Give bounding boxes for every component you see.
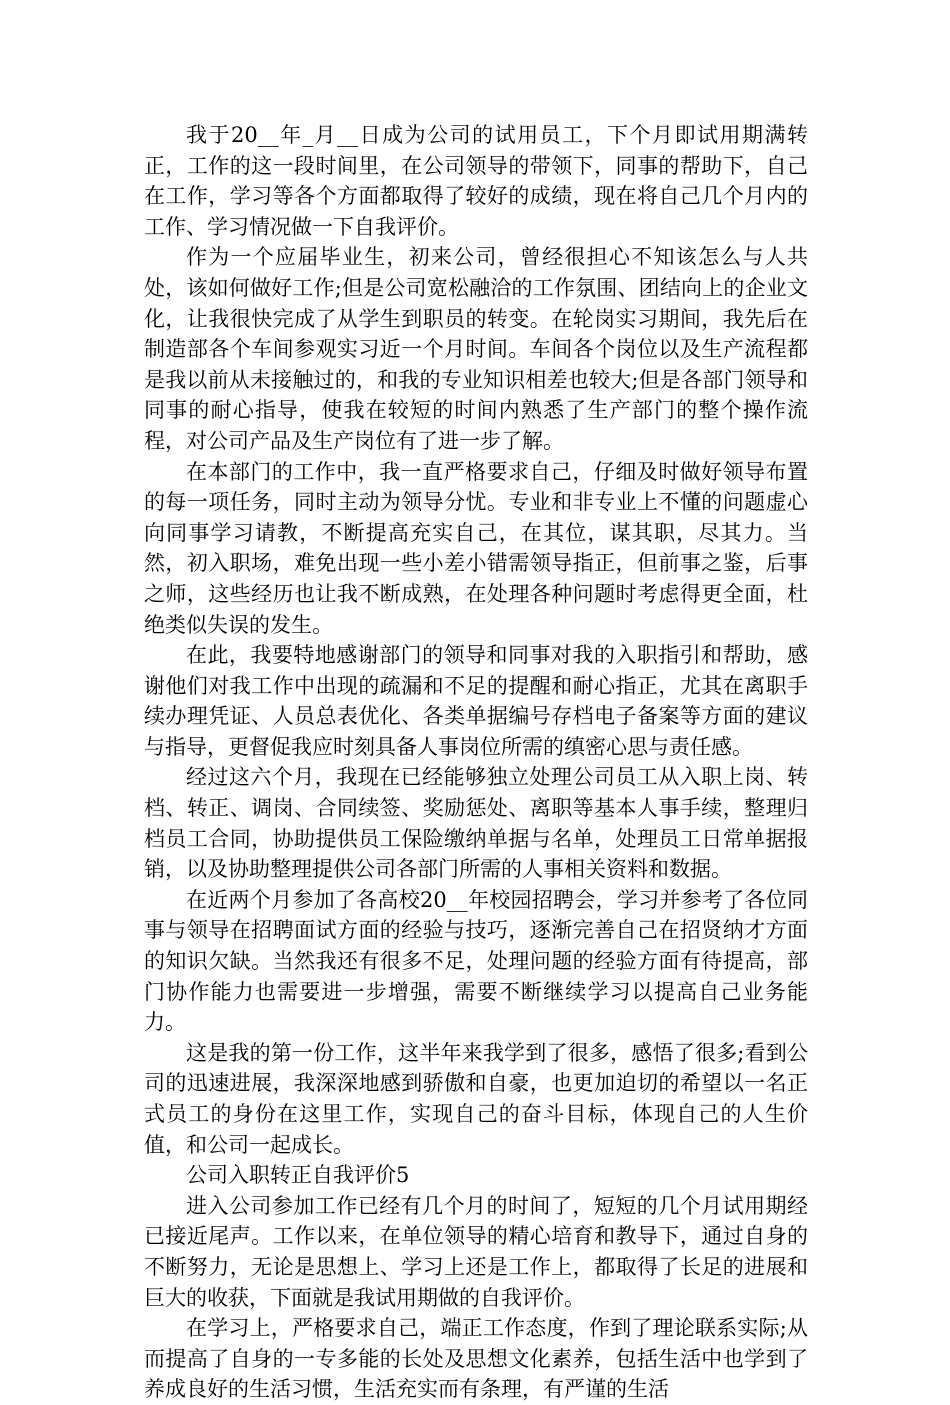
document-page: [144, 120, 808, 1405]
paragraph: 在近两个月参加了各高校20__年校园招聘会，学习并参考了各位同事与领导在招聘面试方面的经验与技巧，逐渐完善自己在招贤纳才方面的知识欠缺。当然我还有很多不足，处理问题的经验方面有待提高，部门协作能力也需要进一步增强，需要不断继续学习以提高自己业务能力。: [144, 887, 808, 1035]
paragraph: 进入公司参加工作已经有几个月的时间了，短短的几个月试用期经已接近尾声。工作以来，在单位领导的精心培育和教导下，通过自身的不断努力，无论是思想上、学习上还是工作上，都取得了长足的进展和巨大的收获，下面就是我试用期做的自我评价。: [144, 1193, 808, 1310]
paragraph: 在学习上，严格要求自己，端正工作态度，作到了理论联系实际;从而提高了自身的一专多能的长处及思想文化素养，包括生活中也学到了养成良好的生活习惯，生活充实而有条理，有严谨的生活: [144, 1316, 808, 1402]
paragraph: 作为一个应届毕业生，初来公司，曾经很担心不知该怎么与人共处，该如何做好工作;但是公司宽松融洽的工作氛围、团结向上的企业文化，让我很快完成了从学生到职员的转变。在轮岗实习期间，我先后在制造部各个车间参观实习近一个月时间。车间各个岗位以及生产流程都是我以前从未接触过的，和我的专业知识相差也较大;但是各部门领导和同事的耐心指导，使我在较短的时间内熟悉了生产部门的整个操作流程，对公司产品及生产岗位有了进一步了解。: [144, 245, 808, 453]
paragraph: 在此，我要特地感谢部门的领导和同事对我的入职指引和帮助，感谢他们对我工作中出现的疏漏和不足的提醒和耐心指正，尤其在离职手续办理凭证、人员总表优化、各类单据编号存档电子备案等方面的建议与指导，更督促我应时刻具备人事岗位所需的缜密心思与责任感。: [144, 643, 808, 759]
section-heading: 公司入职转正自我评价5: [186, 1163, 410, 1188]
paragraph: 这是我的第一份工作，这半年来我学到了很多，感悟了很多;看到公司的迅速进展，我深深地感到骄傲和自豪，也更加迫切的希望以一名正式员工的身份在这里工作，实现自己的奋斗目标，体现自己的人生价值，和公司一起成长。: [144, 1040, 808, 1157]
paragraph: 我于20__年_月__日成为公司的试用员工，下个月即试用期满转正，工作的这一段时间里，在公司领导的带领下，同事的帮助下，自己在工作，学习等各个方面都取得了较好的成绩，现在将自己几个月内的工作、学习情况做一下自我评价。: [144, 123, 808, 239]
paragraph: 在本部门的工作中，我一直严格要求自己，仔细及时做好领导布置的每一项任务，同时主动为领导分忧。专业和非专业上不懂的问题虚心向同事学习请教，不断提高充实自己，在其位，谋其职，尽其力。当然，初入职场，难免出现一些小差小错需领导指正，但前事之鉴，后事之师，这些经历也让我不断成熟，在处理各种问题时考虑得更全面，杜绝类似失误的发生。: [144, 459, 808, 637]
paragraph: 经过这六个月，我现在已经能够独立处理公司员工从入职上岗、转档、转正、调岗、合同续签、奖励惩处、离职等基本人事手续，整理归档员工合同，协助提供员工保险缴纳单据与名单，处理员工日常单据报销，以及协助整理提供公司各部门所需的人事相关资料和数据。: [144, 765, 808, 882]
